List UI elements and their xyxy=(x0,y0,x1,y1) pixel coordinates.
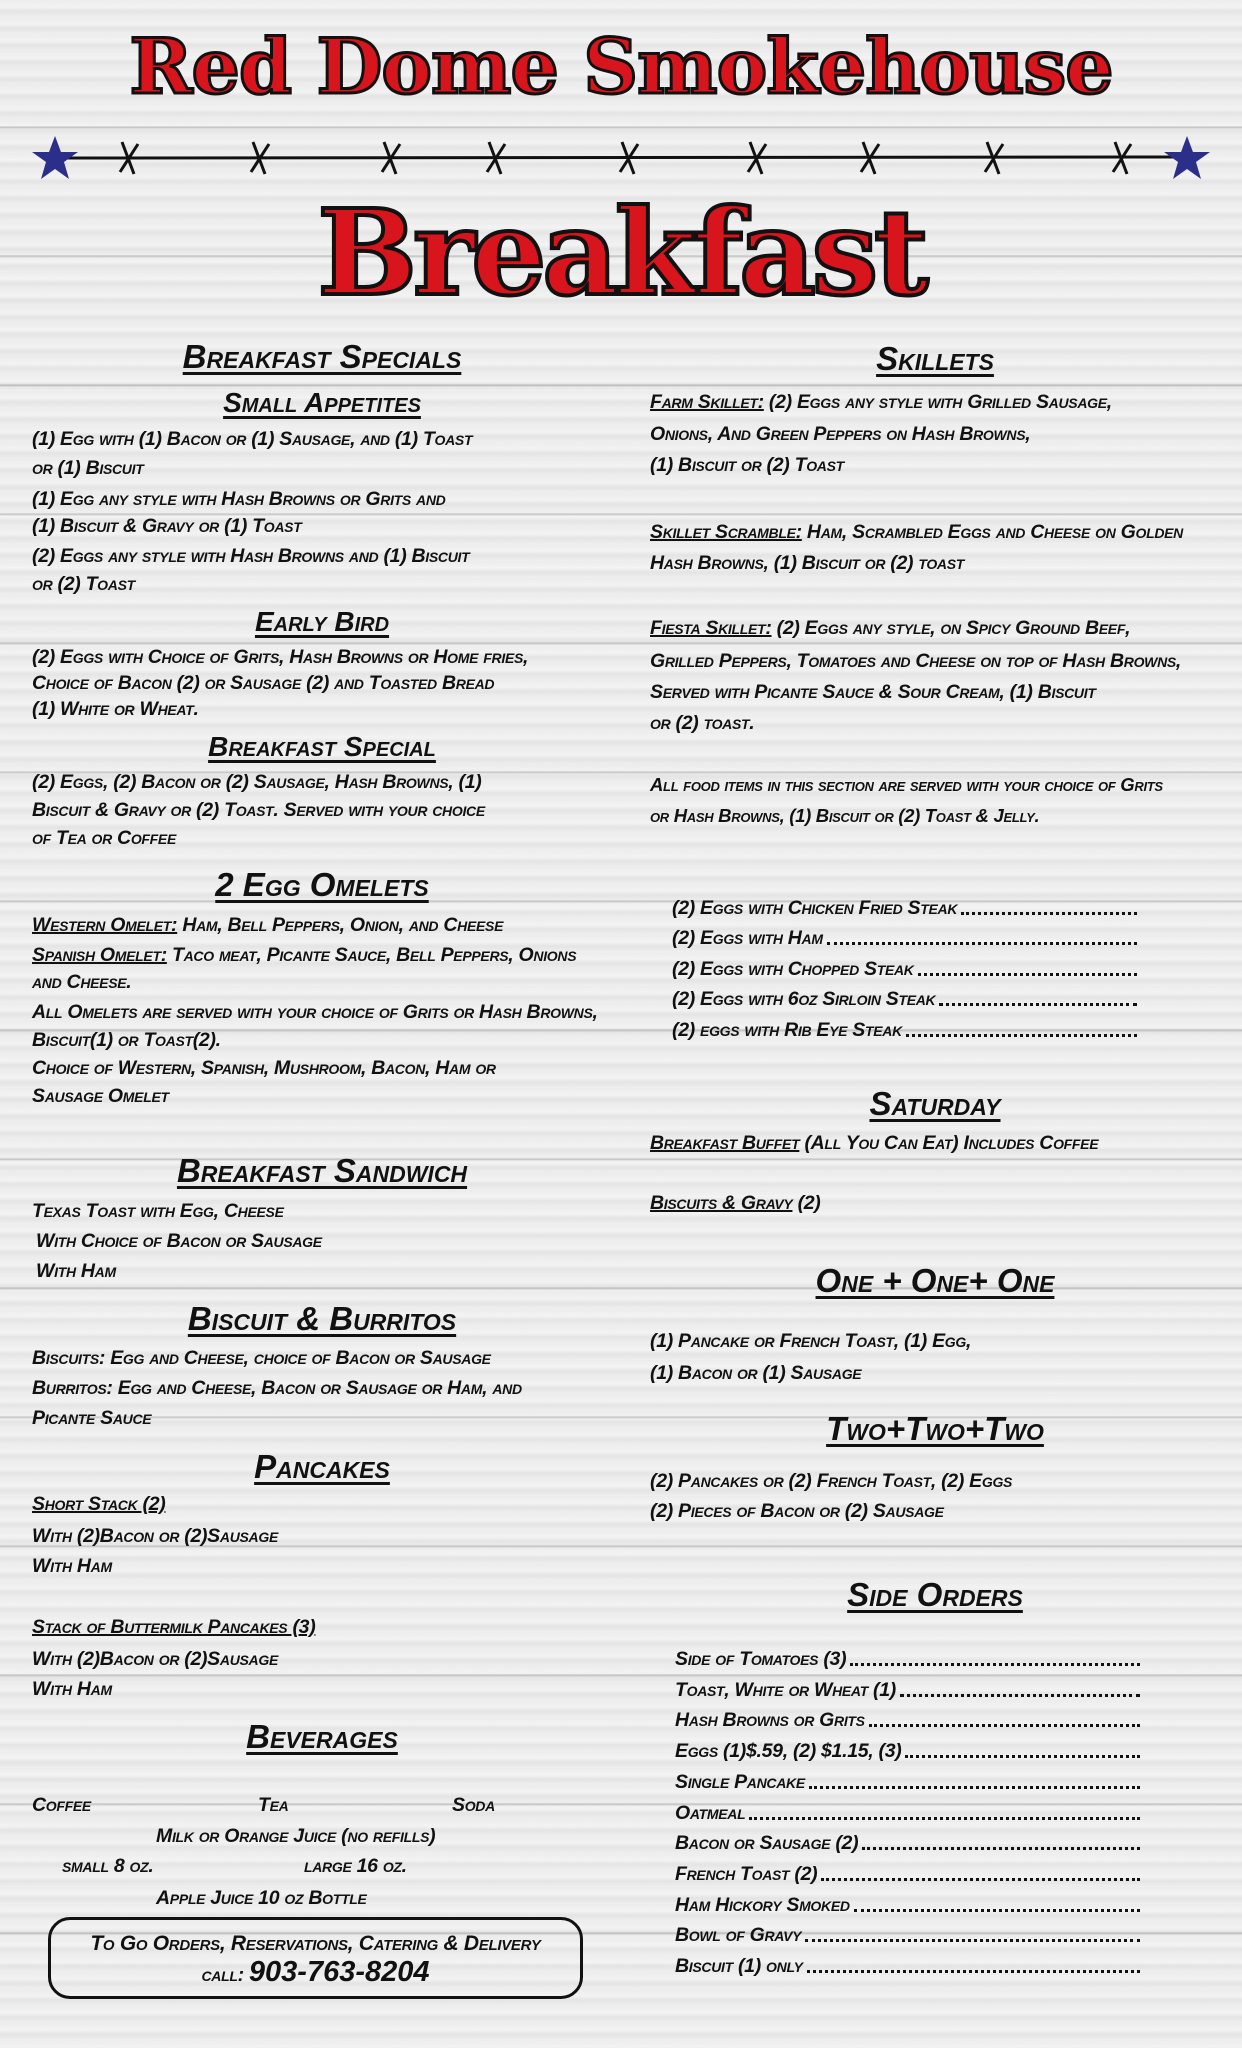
dot-leader xyxy=(827,924,1137,945)
contact-box xyxy=(48,1917,583,1999)
side-order-label: Eggs (1)$.59, (2) $1.15, (3) xyxy=(675,1740,902,1763)
menu-line: Sausage Omelet xyxy=(32,1085,169,1107)
menu-line: Biscuit(1) or Toast(2). xyxy=(32,1029,221,1051)
dot-leader xyxy=(939,985,1137,1006)
spanish-omelet xyxy=(32,941,576,969)
restaurant-name: Red Dome Smokehouse xyxy=(129,22,1113,111)
skillets-note: or Hash Browns, (1) Biscuit or (2) Toast & Jelly. xyxy=(650,805,1040,826)
menu-line: (1) Egg any style with Hash Browns or Grits and xyxy=(32,488,446,510)
buttermilk-label: Stack of Buttermilk Pancakes (3) xyxy=(32,1616,316,1638)
menu-line: (2) Eggs any style with Hash Browns and (1) Biscuit xyxy=(32,545,470,567)
menu-line: All Omelets are served with your choice of Grits or Hash Browns, xyxy=(32,1001,598,1023)
menu-line: Hash Browns, (1) Biscuit or (2) toast xyxy=(650,552,965,574)
steak-label: (2) Eggs with Chicken Fried Steak xyxy=(672,897,958,919)
menu-line: or (2) Toast xyxy=(32,573,135,595)
spanish-omelet-text: Taco meat, Picante Sauce, Bell Peppers, Onions xyxy=(166,944,577,966)
short-stack-label: Short Stack (2) xyxy=(32,1493,166,1515)
western-omelet-label: Western Omelet: xyxy=(32,914,178,936)
menu-line: (1) White or Wheat. xyxy=(32,698,199,720)
menu-line: (1) Biscuit & Gravy or (1) Toast xyxy=(32,515,302,537)
menu-title: Breakfast xyxy=(317,183,925,322)
menu-line: Onions, And Green Peppers on Hash Browns, xyxy=(650,423,1031,445)
dot-leader xyxy=(805,1921,1140,1942)
steak-label: (2) eggs with Rib Eye Steak xyxy=(672,1019,902,1041)
side-order-item xyxy=(675,1768,1140,1796)
breakfast-specials-heading: Breakfast Specials xyxy=(182,338,462,375)
buffet-label: Breakfast Buffet xyxy=(650,1132,800,1154)
dot-leader xyxy=(869,1706,1140,1727)
spanish-omelet-label: Spanish Omelet: xyxy=(32,944,167,966)
beverage-large: large 16 oz. xyxy=(304,1855,407,1877)
biscuits-gravy xyxy=(650,1189,821,1217)
breakfast-buffet xyxy=(650,1129,1098,1157)
menu-line: Biscuits: Egg and Cheese, choice of Bacon or Sausage xyxy=(32,1347,491,1369)
small-appetites-heading: Small Appetites xyxy=(223,387,421,418)
one-one-one-heading: One + One+ One xyxy=(815,1262,1055,1299)
beverage-tea: Tea xyxy=(258,1794,289,1816)
menu-line: Choice of Western, Spanish, Mushroom, Bacon, Ham or xyxy=(32,1057,496,1079)
steak-item xyxy=(672,1016,1137,1044)
menu-line: Texas Toast with Egg, Cheese xyxy=(32,1200,284,1222)
farm-skillet-label: Farm Skillet: xyxy=(650,391,764,413)
phone-number[interactable]: 903-763-8204 xyxy=(248,1956,430,1988)
biscuits-gravy-text: (2) xyxy=(792,1192,821,1214)
menu-line: (1) Biscuit or (2) Toast xyxy=(650,454,844,476)
menu-line: (2) Eggs, (2) Bacon or (2) Sausage, Hash Browns, (1) xyxy=(32,771,482,793)
dot-leader xyxy=(807,1952,1140,1973)
side-order-item xyxy=(675,1676,1140,1704)
beverage-coffee: Coffee xyxy=(32,1794,91,1816)
steak-label: (2) Eggs with Ham xyxy=(672,927,823,949)
side-order-label: Single Pancake xyxy=(675,1770,805,1793)
farm-skillet xyxy=(650,388,1112,416)
menu-line: (1) Egg with (1) Bacon or (1) Sausage, and (1) Toast xyxy=(32,428,473,450)
dot-leader xyxy=(905,1737,1140,1758)
steak-label: (2) Eggs with Chopped Steak xyxy=(672,958,914,980)
menu-line: Choice of Bacon (2) or Sausage (2) and Toasted Bread xyxy=(32,672,495,694)
menu-line: With Choice of Bacon or Sausage xyxy=(36,1230,322,1252)
steak-item xyxy=(672,894,1137,922)
pancakes-heading: Pancakes xyxy=(254,1448,390,1485)
dot-leader xyxy=(918,955,1137,976)
dot-leader xyxy=(749,1799,1140,1820)
biscuits-heading: Biscuit & Burritos xyxy=(187,1300,457,1337)
dot-leader xyxy=(854,1891,1140,1912)
side-order-label: Oatmeal xyxy=(675,1801,746,1824)
beverage-small: small 8 oz. xyxy=(62,1855,154,1877)
dot-leader xyxy=(850,1645,1140,1666)
side-order-item xyxy=(675,1645,1140,1673)
contact-line: To Go Orders, Reservations, Catering & Delivery xyxy=(90,1932,541,1955)
menu-line: of Tea or Coffee xyxy=(32,827,177,849)
dot-leader xyxy=(809,1768,1140,1789)
menu-line: (2) Eggs with Choice of Grits, Hash Browns or Home fries, xyxy=(32,646,529,668)
side-order-label: Toast, White or Wheat (1) xyxy=(675,1678,896,1701)
contact-call xyxy=(51,1958,580,1989)
skillet-scramble-label: Skillet Scramble: xyxy=(650,521,802,543)
side-order-item xyxy=(675,1799,1140,1827)
menu-line: Grilled Peppers, Tomatoes and Cheese on top of Hash Browns, xyxy=(650,650,1182,672)
steak-item xyxy=(672,924,1137,952)
fiesta-skillet xyxy=(650,614,1130,642)
side-orders-heading: Side Orders xyxy=(847,1576,1023,1613)
menu-line: and Cheese. xyxy=(32,971,132,993)
dot-leader xyxy=(862,1829,1140,1850)
dot-leader xyxy=(900,1676,1140,1697)
side-order-item xyxy=(675,1737,1140,1765)
menu-line: Ham, Scrambled Eggs and Cheese on Golden xyxy=(801,521,1183,543)
dot-leader xyxy=(906,1016,1137,1037)
dot-leader xyxy=(821,1860,1140,1881)
side-order-label: French Toast (2) xyxy=(675,1862,818,1885)
menu-line: Picante Sauce xyxy=(32,1407,152,1429)
side-order-item xyxy=(675,1829,1140,1857)
skillets-note: All food items in this section are served with your choice of Grits xyxy=(650,774,1163,795)
menu-line: With Ham xyxy=(32,1555,112,1577)
menu-line: or (1) Biscuit xyxy=(32,457,144,479)
steak-item xyxy=(672,985,1137,1013)
beverages-heading: Beverages xyxy=(246,1718,398,1755)
breakfast-special-heading: Breakfast Special xyxy=(208,731,436,762)
buffet-text: (All You Can Eat) Includes Coffee xyxy=(799,1132,1099,1154)
beverage-milk-oj: Milk or Orange Juice (no refills) xyxy=(156,1825,436,1847)
menu-line: Biscuit & Gravy or (2) Toast. Served with your choice xyxy=(32,799,485,821)
call-label: call: xyxy=(201,1964,244,1986)
menu-line: or (2) toast. xyxy=(650,712,755,734)
side-order-label: Bowl of Gravy xyxy=(675,1924,802,1947)
menu-line: (2) Pancakes or (2) French Toast, (2) Eggs xyxy=(650,1470,1013,1492)
saturday-heading: Saturday xyxy=(869,1085,1001,1122)
menu-line: (2) Eggs any style with Grilled Sausage, xyxy=(763,391,1112,413)
dot-leader xyxy=(961,894,1137,915)
skillets-heading: Skillets xyxy=(876,340,994,377)
side-order-label: Ham Hickory Smoked xyxy=(675,1893,850,1916)
early-bird-heading: Early Bird xyxy=(254,606,390,637)
side-order-item xyxy=(675,1891,1140,1919)
menu-line: Burritos: Egg and Cheese, Bacon or Sausage or Ham, and xyxy=(32,1377,522,1399)
side-order-item xyxy=(675,1860,1140,1888)
menu-line: Served with Picante Sauce & Sour Cream, (1) Biscuit xyxy=(650,681,1096,703)
menu-line: (2) Pieces of Bacon or (2) Sausage xyxy=(650,1500,944,1522)
beverage-apple-juice: Apple Juice 10 oz Bottle xyxy=(156,1887,367,1909)
side-order-label: Hash Browns or Grits xyxy=(675,1709,865,1732)
side-order-label: Biscuit (1) only xyxy=(675,1955,803,1977)
side-order-label: Bacon or Sausage (2) xyxy=(675,1832,859,1855)
menu-line: (1) Pancake or French Toast, (1) Egg, xyxy=(650,1330,972,1352)
side-order-item xyxy=(675,1921,1140,1949)
beverage-soda: Soda xyxy=(452,1794,495,1816)
omelets-heading: 2 Egg Omelets xyxy=(215,866,429,903)
two-two-two-heading: Two+Two+Two xyxy=(826,1410,1044,1447)
menu-line: With Ham xyxy=(36,1260,116,1282)
side-order-item xyxy=(675,1952,1140,1980)
skillet-scramble xyxy=(650,518,1183,546)
menu-line: (2) Eggs any style, on Spicy Ground Beef, xyxy=(771,617,1131,639)
western-omelet-text: Ham, Bell Peppers, Onion, and Cheese xyxy=(177,914,504,936)
fiesta-skillet-label: Fiesta Skillet: xyxy=(650,617,772,639)
barbed-wire-divider xyxy=(0,130,1242,186)
menu-line: With (2)Bacon or (2)Sausage xyxy=(32,1648,278,1670)
steak-label: (2) Eggs with 6oz Sirloin Steak xyxy=(672,988,936,1010)
menu-line: With (2)Bacon or (2)Sausage xyxy=(32,1525,278,1547)
menu-line: (1) Bacon or (1) Sausage xyxy=(650,1362,862,1384)
biscuits-gravy-label: Biscuits & Gravy xyxy=(650,1192,793,1214)
steak-item xyxy=(672,955,1137,983)
menu-line: With Ham xyxy=(32,1678,112,1700)
side-order-label: Side of Tomatoes (3) xyxy=(675,1648,847,1670)
side-order-item xyxy=(675,1706,1140,1734)
sandwich-heading: Breakfast Sandwich xyxy=(176,1152,468,1189)
western-omelet xyxy=(32,911,503,939)
